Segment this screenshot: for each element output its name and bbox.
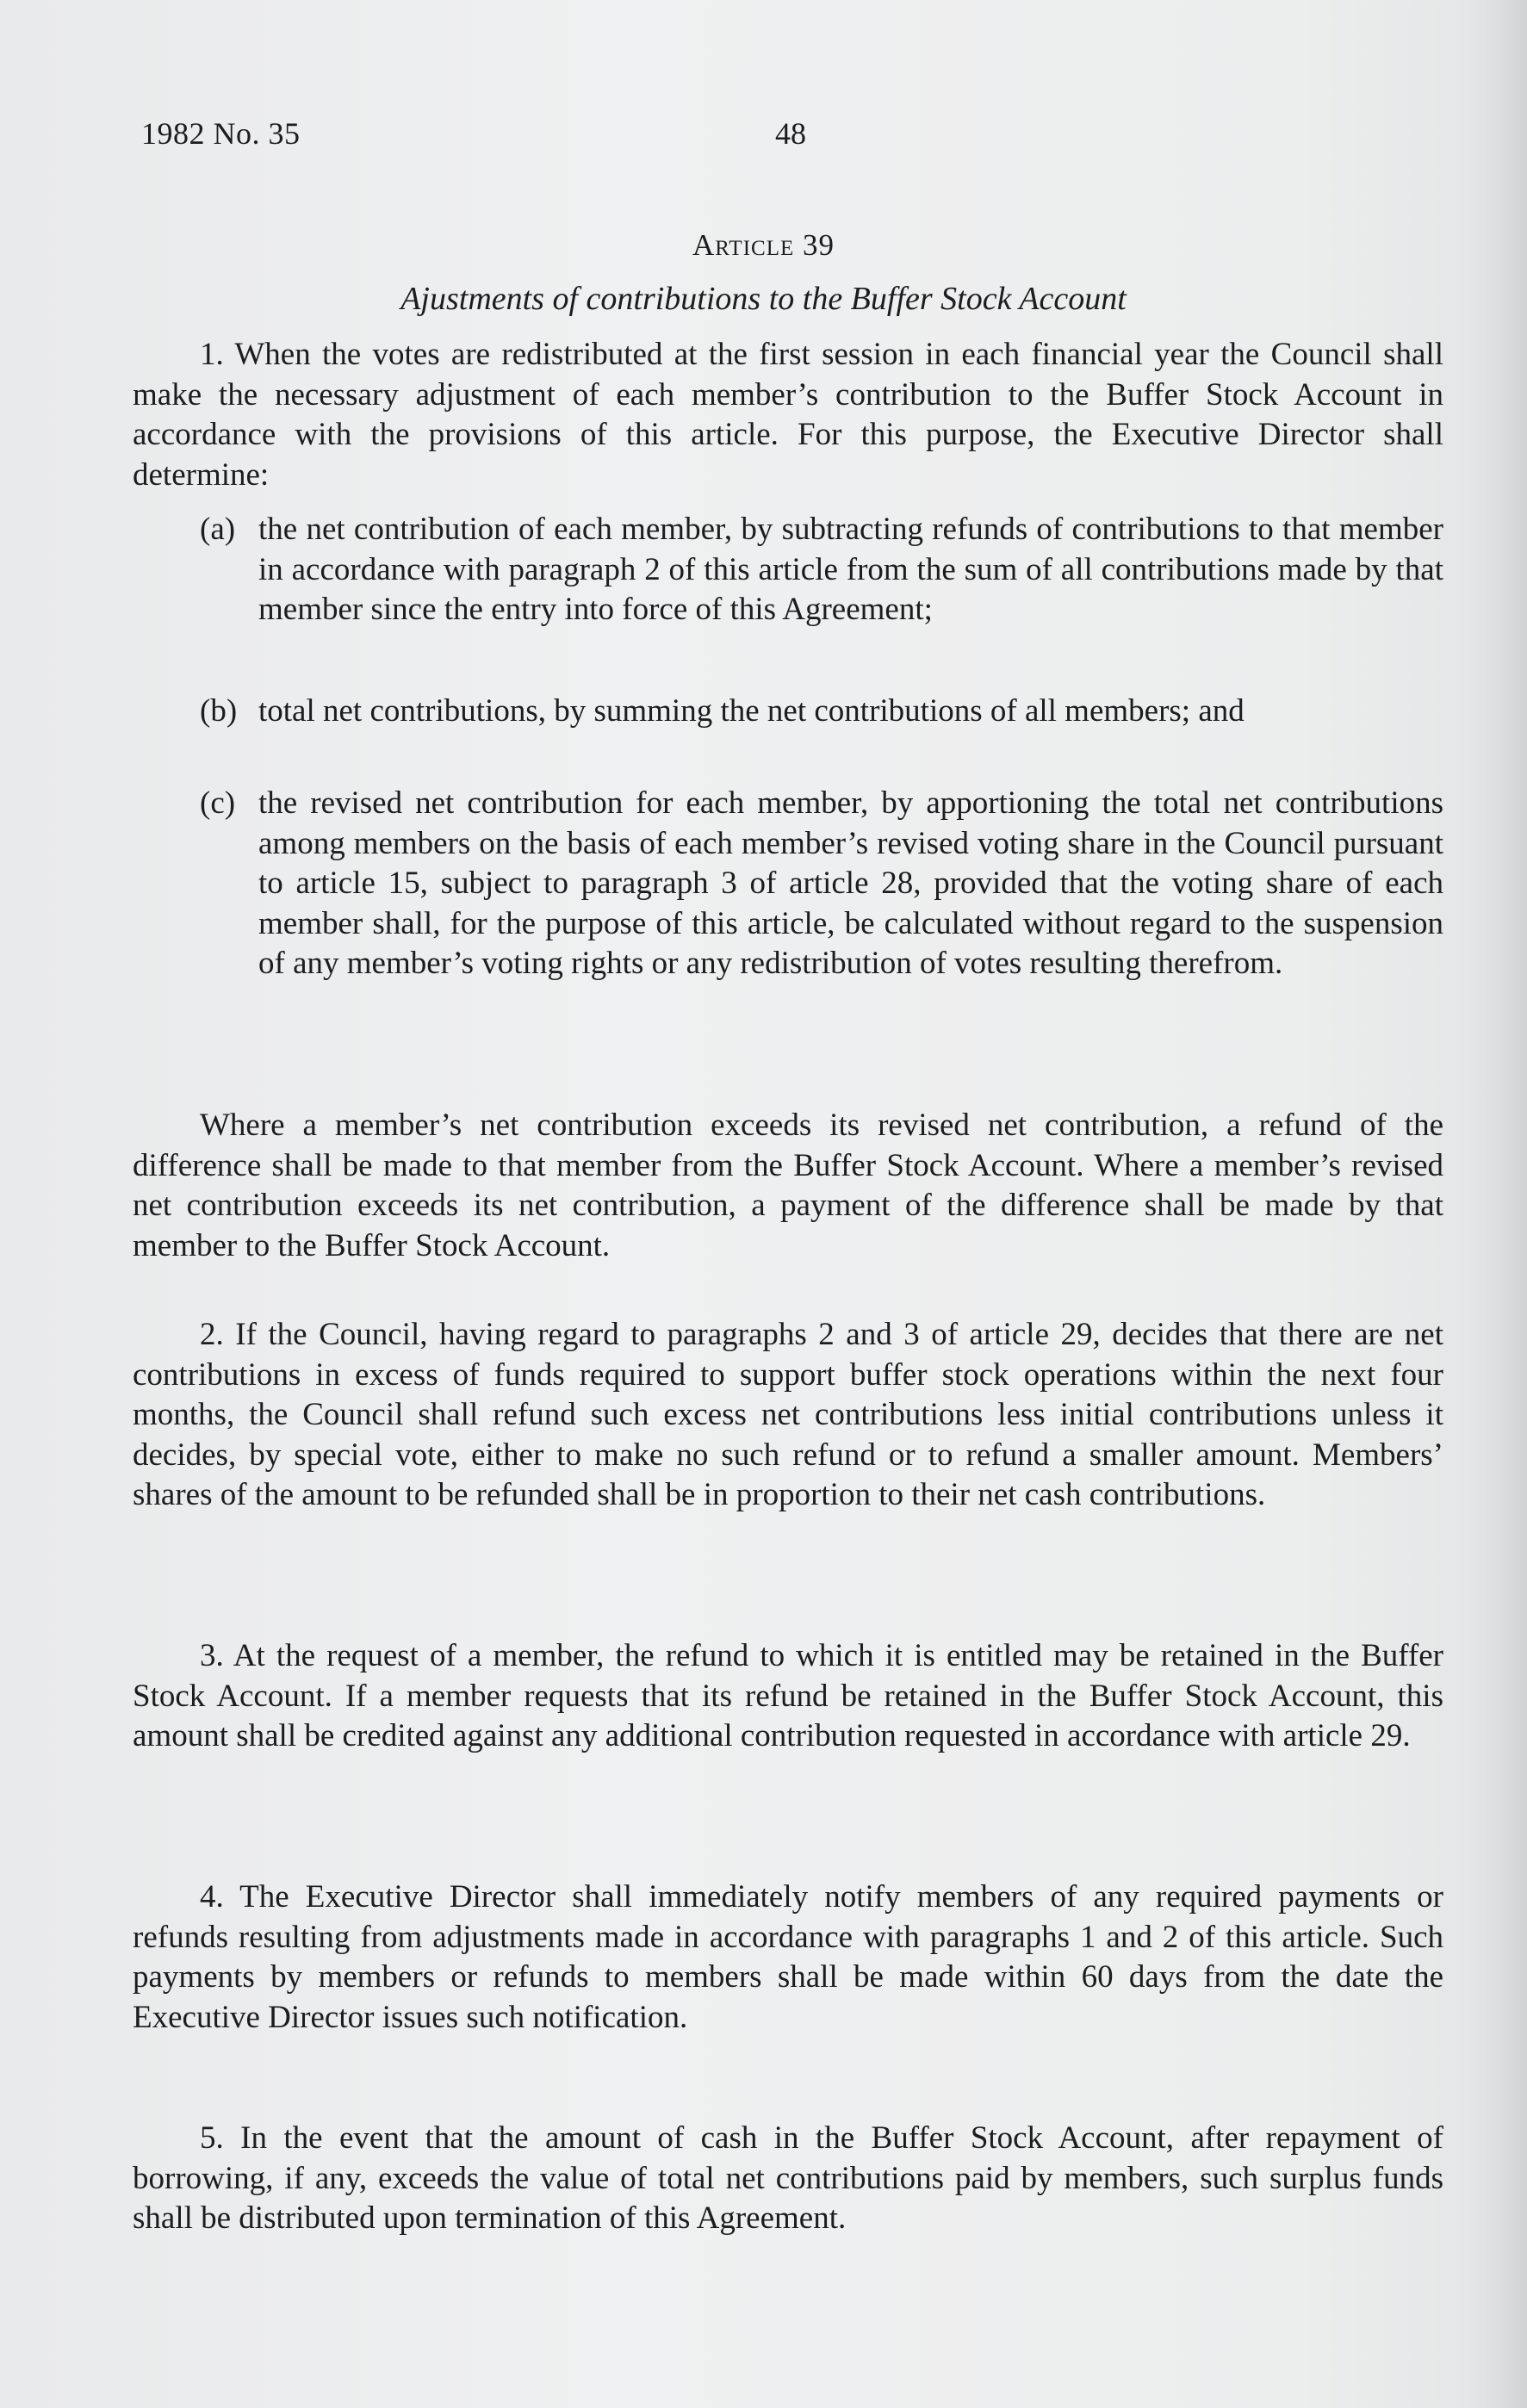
page-spine-shadow (1467, 0, 1527, 2408)
list-item-text: the net contribution of each member, by subtracting refunds of contributions to that member in accordance with paragraph 2 of this article from the sum of all contributions made by that member since the entry into force of this Agreement; (258, 512, 1443, 627)
list-item-a (200, 510, 1443, 630)
paragraph-1-intro: 1. When the votes are redistributed at the first session in each financial year the Council shall make the necessary adjustment of each member’s contribution to the Buffer Stock Account in accordance with the provisions of this article. For this purpose, the Executive Director shall determine: (133, 337, 1443, 493)
list-item-c (200, 784, 1443, 984)
page-number: 48 (775, 116, 806, 151)
paragraph-2: 2. If the Council, having regard to paragraphs 2 and 3 of article 29, decides that there are net contributions in excess of funds required to support buffer stock operations within the next four months, the Council shall refund such excess net contributions less initial contributions unless it decides, by special vote, either to make no such refund or to refund a smaller amount. Members’ shares of the amount to be refunded shall be in proportion to their net cash contributions. (133, 1317, 1443, 1512)
paragraph-3: 3. At the request of a member, the refund to which it is entitled may be retained in the Buffer Stock Account. If a member requests that its refund be retained in the Buffer Stock Account, this amount shall be credited against any additional contribution requested in accordance with article 29. (133, 1638, 1443, 1753)
list-item-label: (a) (200, 512, 236, 547)
paragraph-5: 5. In the event that the amount of cash in the Buffer Stock Account, after repayment of borrowing, if any, exceeds the value of total net contributions paid by members, such surplus funds shall be distributed upon termination of this Agreement. (133, 2120, 1443, 2236)
article-subtitle: Ajustments of contributions to the Buffer Stock Account (400, 281, 1127, 317)
list-item-label: (c) (200, 785, 236, 821)
list-item-text: the revised net contribution for each member, by apportioning the total net contributions among members on the basis of each member’s revised voting share in the Council pursuant to article 15, subject to paragraph 3 of article 28, provided that the voting share of each member shall, for the purpose of this article, be calculated without regard to the suspension of any member’s voting rights or any redistribution of votes resulting therefrom. (258, 785, 1443, 981)
list-item-label: (b) (200, 693, 238, 729)
paragraph-1-where: Where a member’s net contribution exceeds its revised net contribution, a refund of the difference shall be made to that member from the Buffer Stock Account. Where a member’s revised net contribution exceeds its net contribution, a payment of the difference shall be made by that member to the Buffer Stock Account. (133, 1108, 1443, 1263)
list-item-text: total net contributions, by summing the net contributions of all members; and (258, 693, 1245, 729)
paragraph-4: 4. The Executive Director shall immediately notify members of any required payments or refunds resulting from adjustments made in accordance with paragraphs 1 and 2 of this article. Such payments by members or refunds to members shall be made within 60 days from the date the Executive Director issues such notification. (133, 1879, 1443, 2035)
article-heading: Article 39 (692, 228, 835, 262)
list-item-b (200, 692, 1443, 732)
document-year-number: 1982 No. 35 (141, 116, 301, 151)
